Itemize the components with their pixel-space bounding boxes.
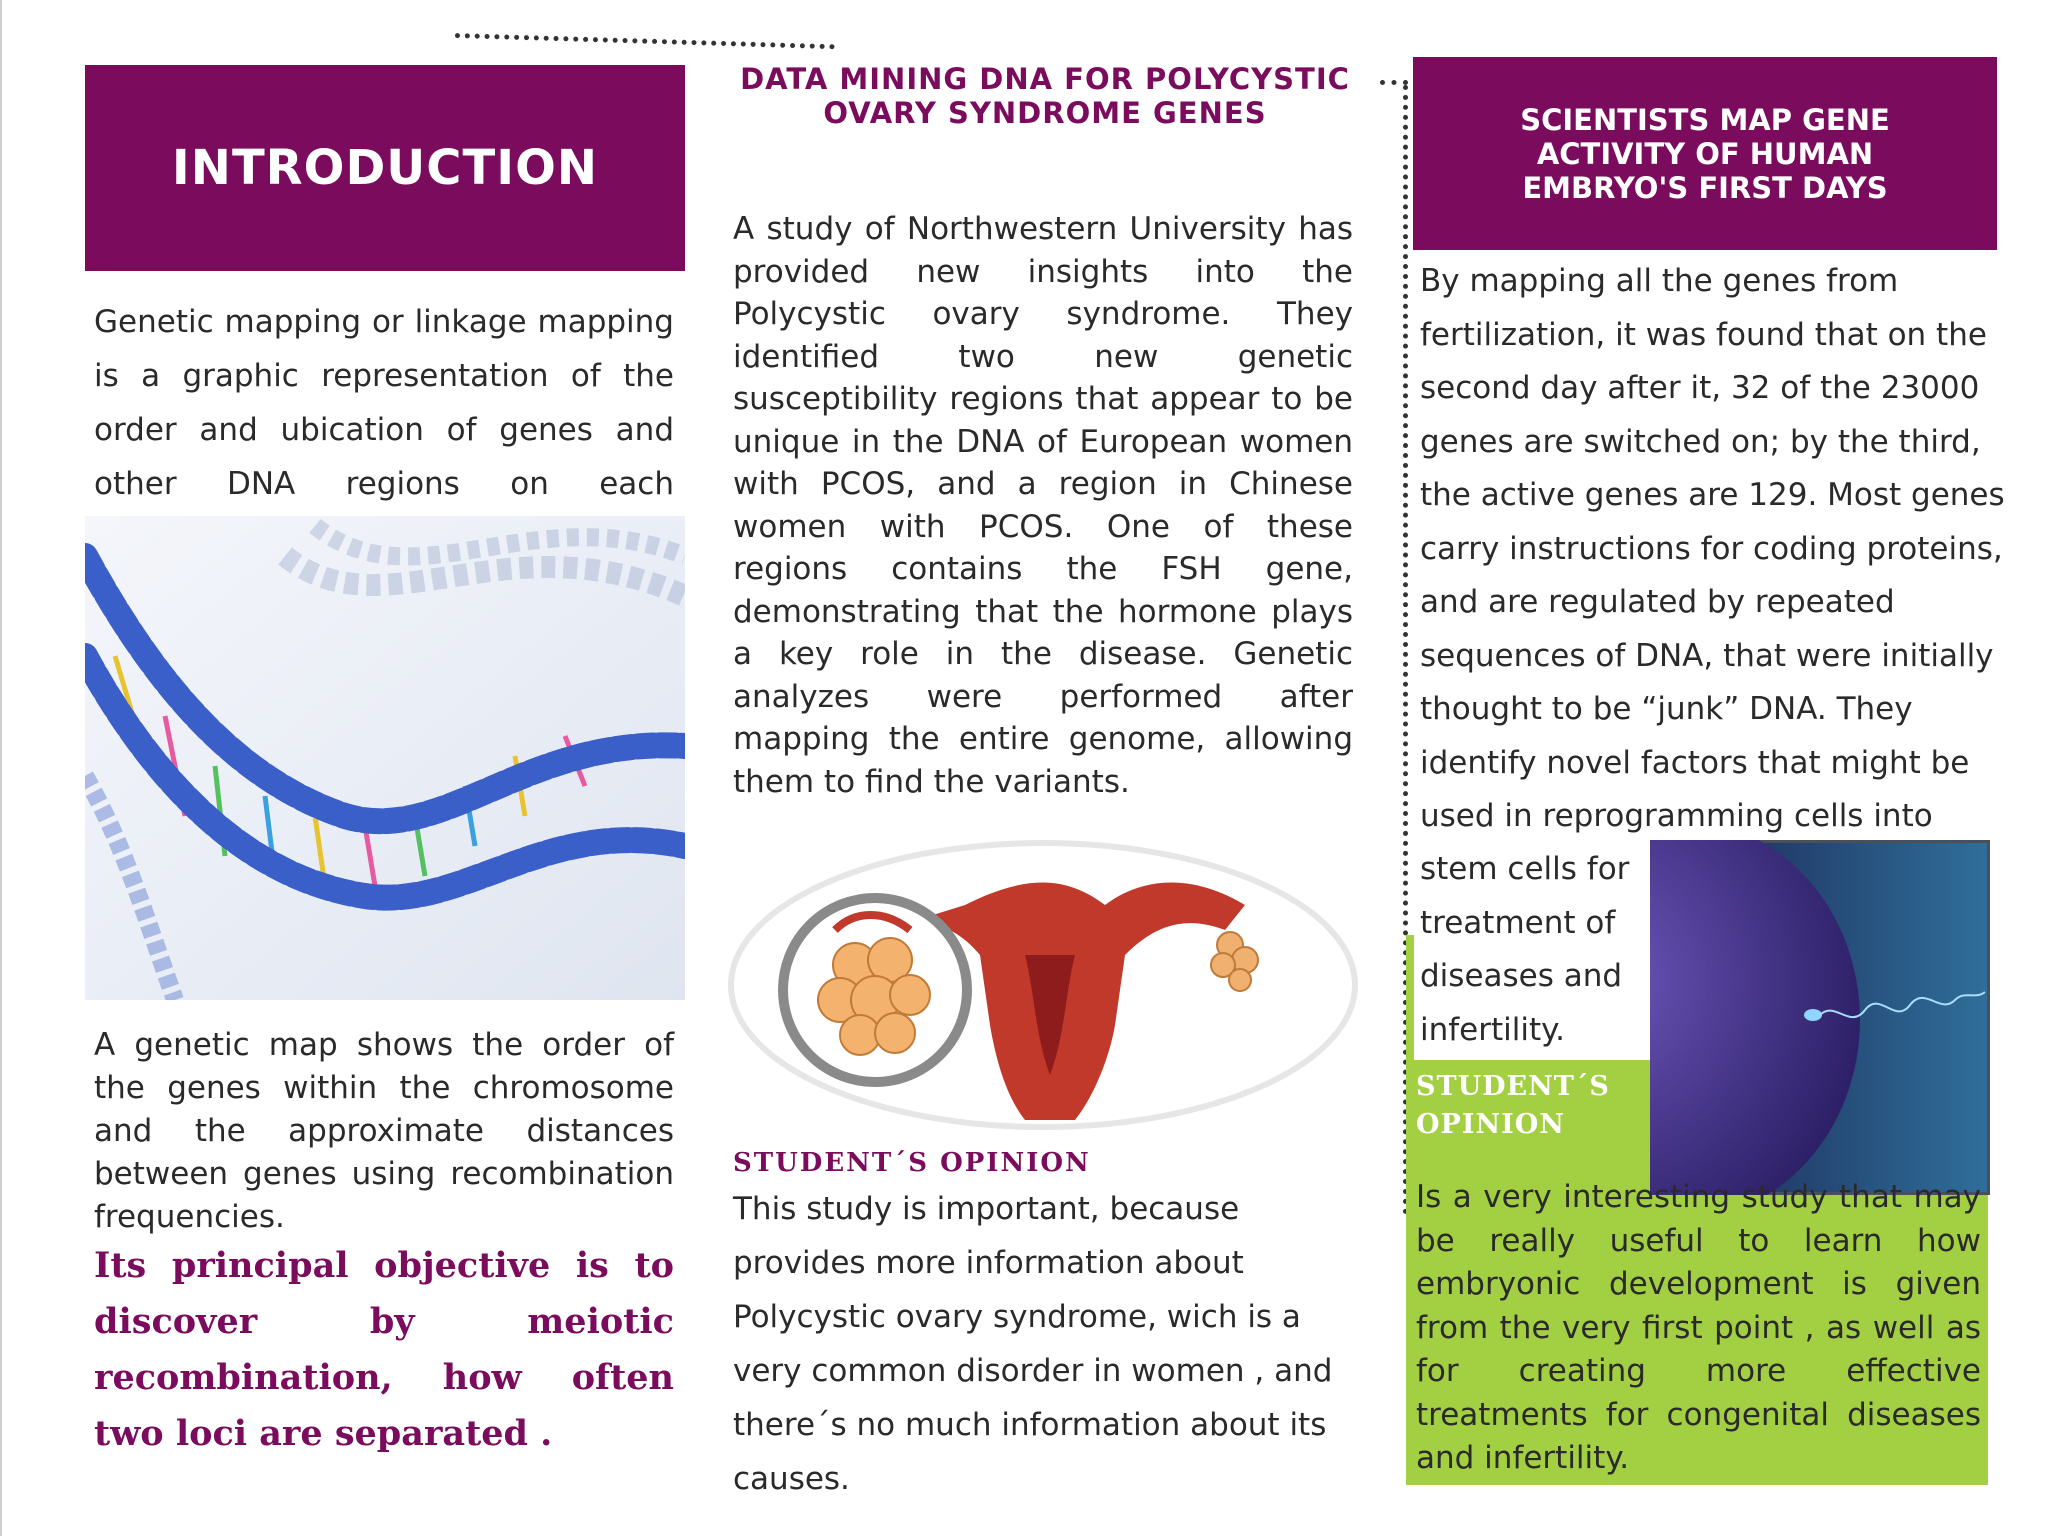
pcos-study-text: A study of Northwestern University has provided new insights into the Polycystic ovary syndrome. They identified two new genetic susceptibility regions that appear to be unique in the DNA of European women with PCOS, and a region in Chinese women with PCOS. One of these regions contains the FSH gene, demonstrating that the hormone plays a key role in the disease. Genetic analyzes were performed after mapping the entire genome, allowing them to find the variants. [733, 211, 1353, 800]
ovary-illustration [725, 835, 1360, 1135]
right-opinion-text: Is a very interesting study that may be really useful to learn how embryonic development is given from the very first point , as well as for creating more effective treatments for congenital diseases and infertility. [1416, 1179, 1981, 1476]
page-edge-line [0, 0, 2, 1536]
pcos-title: DATA MINING DNA FOR POLYCYSTIC OVARY SYNDROME GENES [740, 62, 1350, 130]
green-accent-strip [1406, 935, 1414, 1065]
right-opinion-heading: STUDENT´S OPINION [1416, 1071, 1610, 1140]
embryo-text: By mapping all the genes from fertilization, it was found that on the second day after it, 32 of the 23000 genes are switched on; by the third, the active genes are 129. Most genes carry instructions for coding proteins, and are regulated by repeated sequences of DNA, that were initially thought to be “junk” DNA. They identify novel factors that might be used in reprogramming cells into [1420, 263, 2005, 834]
center-opinion-text: This study is important, because provides more information about Polycystic ovary syndrome, wich is a very common disorder in women , and there´s no much information about its causes. [733, 1191, 1333, 1497]
genetic-map-text: A genetic map shows the order of the genes within the chromosome and the approximate distances between genes using recombination frequencies. [94, 1027, 674, 1235]
embryo-sperm-image [1650, 840, 1990, 1195]
objective-text: Its principal objective is to discover by meiotic recombination, how often two loci are separated . [94, 1245, 674, 1454]
embryo-banner: SCIENTISTS MAP GENE ACTIVITY OF HUMAN EMBRYO'S FIRST DAYS [1413, 57, 1997, 250]
dna-helix-image [85, 516, 685, 1000]
center-opinion-heading: STUDENT´S OPINION [733, 1148, 1091, 1178]
dotted-divider-top [455, 33, 835, 49]
introduction-text: Genetic mapping or linkage mapping is a graphic representation of the order and ubication of genes and other DNA regions on each [94, 304, 674, 502]
embryo-text-continued: stem cells for treatment of diseases and infertility. [1420, 851, 1630, 1048]
introduction-banner: INTRODUCTION [85, 65, 685, 271]
